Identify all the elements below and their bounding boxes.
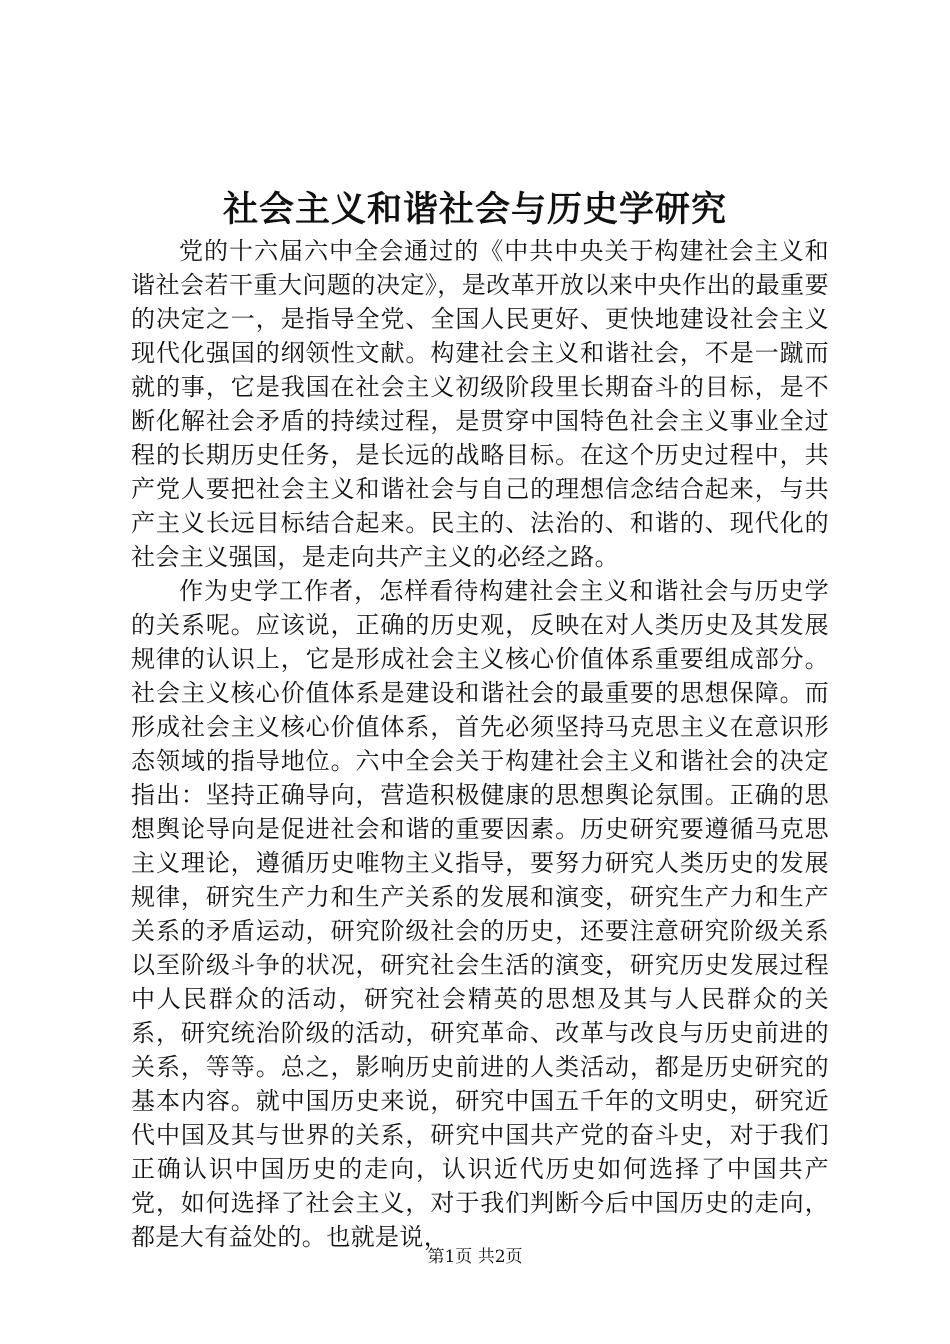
page-number-footer: 第1页 共2页	[427, 1247, 523, 1267]
paragraph-1: 党的十六届六中全会通过的《中共中央关于构建社会主义和谐社会若干重大问题的决定》，是改革开放以来中央作出的最重要的决定之一，是指导全党、全国人民更好、更快地建设社会主义现代化强国的纲领性文献。构建社会主义和谐社会，不是一蹴而就的事，它是我国在社会主义初级阶段里长期奋斗的目标，是不断化解社会矛盾的持续过程，是贯穿中国特色社会主义事业全过程的长期历史任务，是长远的战略目标。在这个历史过程中，共产党人要把社会主义和谐社会与自己的理想信念结合起来，与共产主义长远目标结合起来。民主的、法治的、和谐的、现代化的社会主义强国，是走向共产主义的必经之路。	[131, 237, 829, 571]
document-title: 社会主义和谐社会与历史学研究	[222, 189, 727, 230]
document-body	[131, 234, 829, 1254]
paragraph-2: 作为史学工作者，怎样看待构建社会主义和谐社会与历史学的关系呢。应该说，正确的历史观，反映在对人类历史及其发展规律的认识上，它是形成社会主义核心价值体系重要组成部分。社会主义核心价值体系是建设和谐社会的最重要的思想保障。而形成社会主义核心价值体系，首先必须坚持马克思主义在意识形态领域的指导地位。六中全会关于构建社会主义和谐社会的决定指出：坚持正确导向，营造积极健康的思想舆论氛围。正确的思想舆论导向是促进社会和谐的重要因素。历史研究要遵循马克思主义理论，遵循历史唯物主义指导，要努力研究人类历史的发展规律，研究生产力和生产关系的发展和演变，研究生产力和生产关系的矛盾运动，研究阶级社会的历史，还要注意研究阶级关系以至阶级斗争的状况，研究社会生活的演变，研究历史发展过程中人民群众的活动，研究社会精英的思想及其与人民群众的关系，研究统治阶级的活动，研究革命、改革与改良与历史前进的关系，等等。总之，影响历史前进的人类活动，都是历史研究的基本内容。就中国历史来说，研究中国五千年的文明史，研究近代中国及其与世界的关系，研究中国共产党的奋斗史，对于我们正确认识中国历史的走向，认识近代历史如何选择了中国共产党，如何选择了社会主义，对于我们判断今后中国历史的走向，都是大有益处的。也就是说，	[131, 577, 829, 1251]
